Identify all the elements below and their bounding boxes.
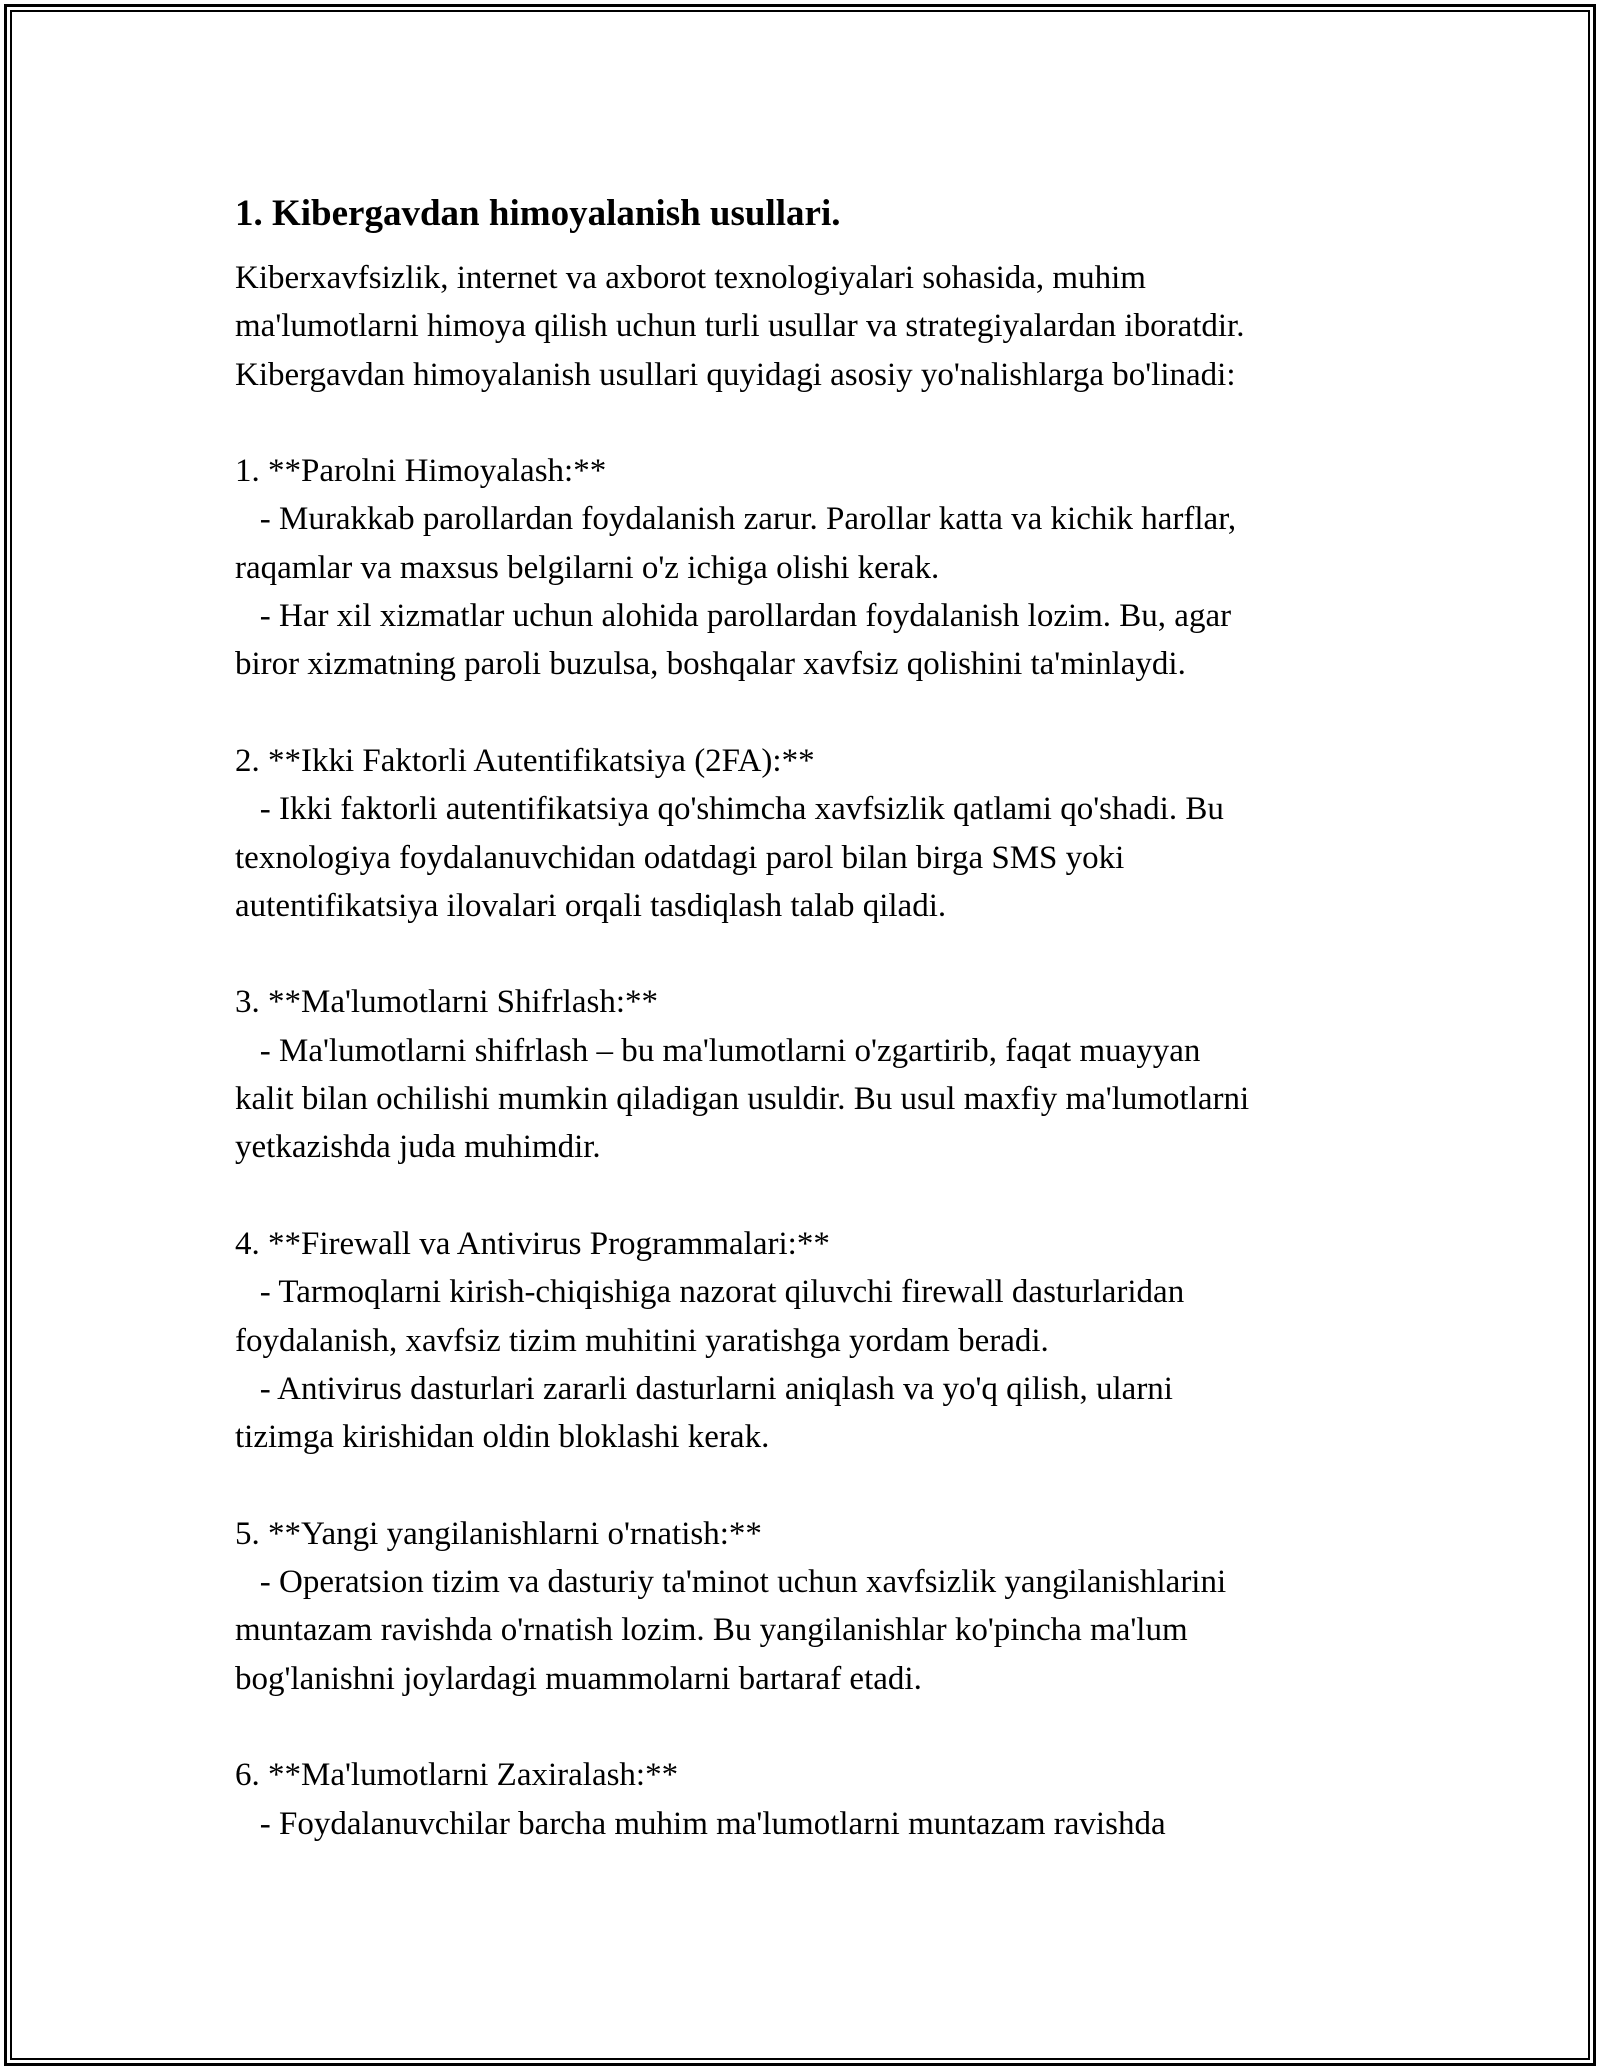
document-body — [235, 186, 1395, 1848]
text-line: raqamlar va maxsus belgilarni o'z ichiga olishi kerak. — [235, 549, 940, 586]
text-line: yetkazishda juda muhimdir. — [235, 1129, 601, 1166]
text-line: - Operatsion tizim va dasturiy ta'minot uchun xavfsizlik yangilanishlarini — [235, 1564, 1227, 1601]
text-line: muntazam ravishda o'rnatish lozim. Bu yangilanishlar ko'pincha ma'lum — [235, 1612, 1188, 1649]
text-line: 3. **Ma'lumotlarni Shifrlash:** — [235, 984, 658, 1021]
text-line: foydalanish, xavfsiz tizim muhitini yaratishga yordam beradi. — [235, 1322, 1049, 1359]
text-line: texnologiya foydalanuvchidan odatdagi parol bilan birga SMS yoki — [235, 839, 1125, 876]
text-line: autentifikatsiya ilovalari orqali tasdiqlash talab qiladi. — [235, 887, 947, 924]
text-line: biror xizmatning paroli buzulsa, boshqalar xavfsiz qolishini ta'minlaydi. — [235, 646, 1186, 683]
text-line: 1. **Parolni Himoyalash:** — [235, 453, 607, 490]
text-line: ma'lumotlarni himoya qilish uchun turli usullar va strategiyalardan iboratdir. — [235, 308, 1245, 345]
text-line: kalit bilan ochilishi mumkin qiladigan usuldir. Bu usul maxfiy ma'lumotlarni — [235, 1081, 1250, 1118]
text-line: - Har xil xizmatlar uchun alohida parollardan foydalanish lozim. Bu, agar — [235, 598, 1232, 635]
blank-line — [235, 930, 1395, 978]
text-line: - Ikki faktorli autentifikatsiya qo'shimcha xavfsizlik qatlami qo'shadi. Bu — [235, 791, 1224, 828]
text-line: bog'lanishni joylardagi muammolarni bartaraf etadi. — [235, 1660, 922, 1697]
blank-line — [235, 1461, 1395, 1509]
blank-line — [235, 1172, 1395, 1220]
text-line: - Murakkab parollardan foydalanish zarur. Parollar katta va kichik harflar, — [235, 501, 1237, 538]
blank-line — [235, 689, 1395, 737]
text-line: - Foydalanuvchilar barcha muhim ma'lumotlarni muntazam ravishda — [235, 1805, 1166, 1842]
text-line: - Antivirus dasturlari zararli dasturlarni aniqlash va yo'q qilish, ularni — [235, 1370, 1173, 1407]
text-line: Kibergavdan himoyalanish usullari quyidagi asosiy yo'nalishlarga bo'linadi: — [235, 356, 1236, 393]
text-line: tizimga kirishidan oldin bloklashi kerak. — [235, 1419, 770, 1456]
blank-line — [235, 399, 1395, 447]
text-line: 5. **Yangi yangilanishlarni o'rnatish:** — [235, 1515, 762, 1552]
text-line: 6. **Ma'lumotlarni Zaxiralash:** — [235, 1757, 679, 1794]
text-line: 2. **Ikki Faktorli Autentifikatsiya (2FA):** — [235, 742, 815, 779]
text-line: - Ma'lumotlarni shifrlash – bu ma'lumotlarni o'zgartirib, faqat muayyan — [235, 1032, 1201, 1069]
section-heading: 1. Kibergavdan himoyalanish usullari. — [235, 193, 841, 234]
text-line: Kiberxavfsizlik, internet va axborot texnologiyalari sohasida, muhim — [235, 260, 1146, 296]
text-line: 4. **Firewall va Antivirus Programmalari:** — [235, 1225, 830, 1262]
document-text — [235, 254, 1395, 1848]
text-line: - Tarmoqlarni kirish-chiqishiga nazorat qiluvchi firewall dasturlaridan — [235, 1274, 1185, 1311]
blank-line — [235, 1703, 1395, 1751]
